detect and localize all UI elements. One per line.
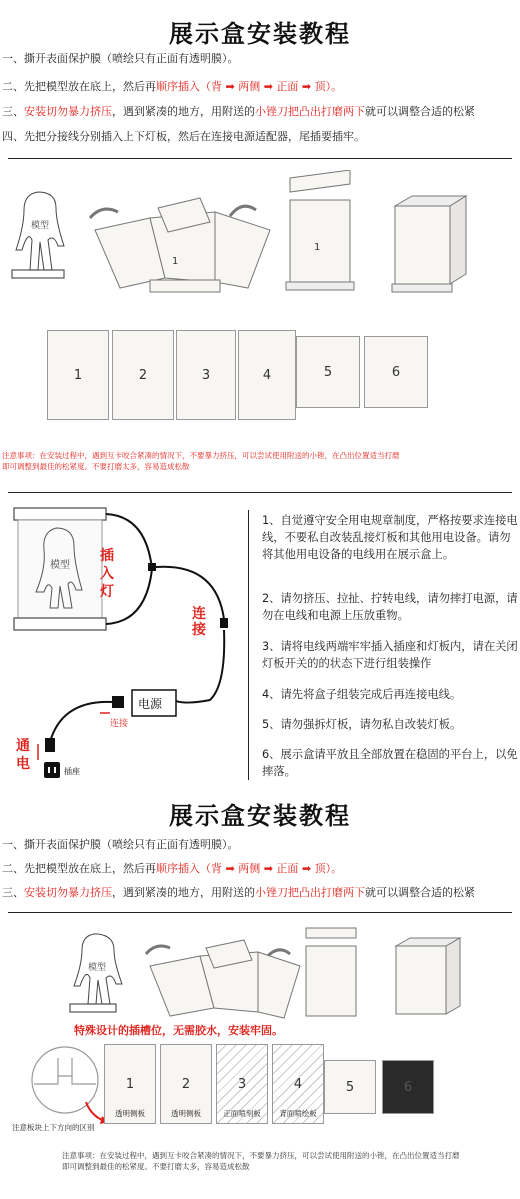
top-light-board	[14, 508, 106, 520]
step-3-prefix: 三、	[2, 105, 24, 118]
panel2-2-caption: 透明侧板	[171, 1109, 201, 1118]
socket-icon	[44, 762, 60, 778]
panel-3: 3	[176, 330, 236, 420]
panel-2: 2	[112, 330, 174, 420]
panel2-5: 5	[324, 1060, 376, 1114]
model-figure-icon	[12, 192, 64, 278]
exploded-panel-number: 1	[172, 256, 179, 267]
svg-text:1: 1	[314, 242, 321, 253]
safety-rule-1: 1、自觉遵守安全用电规章制度，严格按要求连接电线，不要私自改装乱接灯板和其他用电设备。请勿将其他用电设备的电线用在展示盒上。	[262, 514, 518, 561]
step-1: 一、撕开表面保护膜（喷绘只有正面有透明膜）。	[2, 52, 239, 65]
panel-6: 6	[364, 336, 428, 408]
wiring-diagram	[0, 500, 252, 790]
step-3-file-tip: 小锉刀把凸出打磨两下	[255, 105, 365, 118]
closed-box	[392, 196, 466, 292]
panel-1: 1	[47, 330, 109, 420]
caution-note-2: 注意事项：在安装过程中，遇到互卡咬合紧凑的情况下，不要暴力挤压，可以尝试使用附送的小锉，在凸出位置适当打磨 即可调整到最佳的松紧度。不要打磨太多，容易造成松散	[62, 1151, 460, 1171]
exploded-box	[95, 198, 270, 292]
open-box	[286, 170, 354, 290]
model-label: 模型	[31, 221, 50, 231]
svg-text:连: 连	[192, 606, 206, 622]
panel-4: 4	[238, 330, 296, 420]
special-slot-note: 特殊设计的插槽位，无需胶水，安装牢固。	[74, 1024, 283, 1037]
panel2-4: 4	[272, 1044, 324, 1124]
safety-rule-3: 3、请将电线两端牢牢插入插座和灯板内，请在关闭灯板开关的的状态下进行组装操作	[262, 640, 518, 670]
svg-text:连接: 连接	[110, 719, 129, 729]
svg-text:灯: 灯	[100, 584, 114, 600]
step-3	[2, 103, 520, 119]
panel2-3-caption: 正面喷刻板	[223, 1109, 261, 1118]
svg-text:插座: 插座	[64, 767, 80, 776]
svg-text:入: 入	[100, 566, 114, 582]
page-title: 展示盒安装教程	[169, 20, 351, 48]
panel2-6: 6	[382, 1060, 434, 1114]
panel2-4-caption: 背面喷绘板	[279, 1109, 317, 1118]
step-1-repeat: 一、撕开表面保护膜（喷绘只有正面有透明膜）。	[2, 838, 239, 851]
model-figure-icon	[70, 934, 122, 1012]
step-3-repeat: 三、安装切勿暴力挤压，遇到紧凑的地方，用附送的小锉刀把凸出打磨两下就可以调整合适的松紧	[2, 886, 475, 899]
safety-rule-2: 2、请勿挤压、拉扯、拧转电线，请勿摔打电源，请勿在电线和电源上压放重物。	[262, 592, 518, 622]
caution-note: 注意事项：在安装过程中，遇到互卡咬合紧凑的情况下，不要暴力挤压，可以尝试使用附送的小锉，在凸出位置适当打磨 即可调整到最佳的松紧度。不要打磨太多，容易造成松散	[2, 451, 400, 471]
safety-rule-4: 4、请先将盒子组装完成后再连接电线。	[262, 688, 462, 701]
step-2	[2, 78, 520, 94]
safety-rule-5: 5、请勿强拆灯板，请勿私自改装灯板。	[262, 718, 462, 731]
step-2-text: 二、先把模型放在底上，然后再	[2, 80, 156, 93]
svg-text:通: 通	[16, 738, 30, 754]
page-title-2: 展示盒安装教程	[169, 802, 351, 830]
panel2-1-caption: 透明侧板	[115, 1109, 145, 1118]
step-3-mid: ，遇到紧凑的地方，用附送的	[112, 105, 255, 118]
step-3-warning: 安装切勿暴力挤压	[24, 105, 112, 118]
step-2-repeat: 二、先把模型放在底上，然后再顺序插入（背 ➡ 两侧 ➡ 正面 ➡ 顶）。	[2, 862, 343, 875]
svg-text:模型: 模型	[88, 963, 107, 973]
step-4: 四、先把分接线分别插入上下灯板，然后在连接电源适配器，尾插要插牢。	[2, 130, 365, 143]
svg-text:接: 接	[192, 622, 206, 638]
vertical-divider	[248, 510, 249, 780]
board-direction-note: 注意板块上下方向的区别	[12, 1123, 95, 1132]
divider	[8, 492, 512, 493]
panel2-2: 2	[160, 1044, 212, 1124]
svg-text:电: 电	[16, 756, 30, 772]
panel-5: 5	[296, 336, 360, 408]
svg-text:电源: 电源	[138, 697, 163, 711]
bottom-light-board	[14, 618, 106, 630]
divider	[8, 912, 512, 913]
assembly-illustration-2	[0, 920, 520, 1025]
safety-rule-6: 6、展示盒请平放且全部放置在稳固的平台上，以免摔落。	[262, 748, 518, 778]
step-3-suffix: 就可以调整合适的松紧	[365, 105, 475, 118]
assembly-illustration	[0, 170, 520, 300]
divider	[8, 158, 512, 159]
model-label: 模型	[50, 560, 70, 571]
panel2-1: 1	[104, 1044, 156, 1124]
step-2-order: 顺序插入（背 ➡ 两侧 ➡ 正面 ➡ 顶）。	[156, 80, 343, 93]
panel2-3: 3	[216, 1044, 268, 1124]
svg-text:插: 插	[100, 548, 114, 564]
